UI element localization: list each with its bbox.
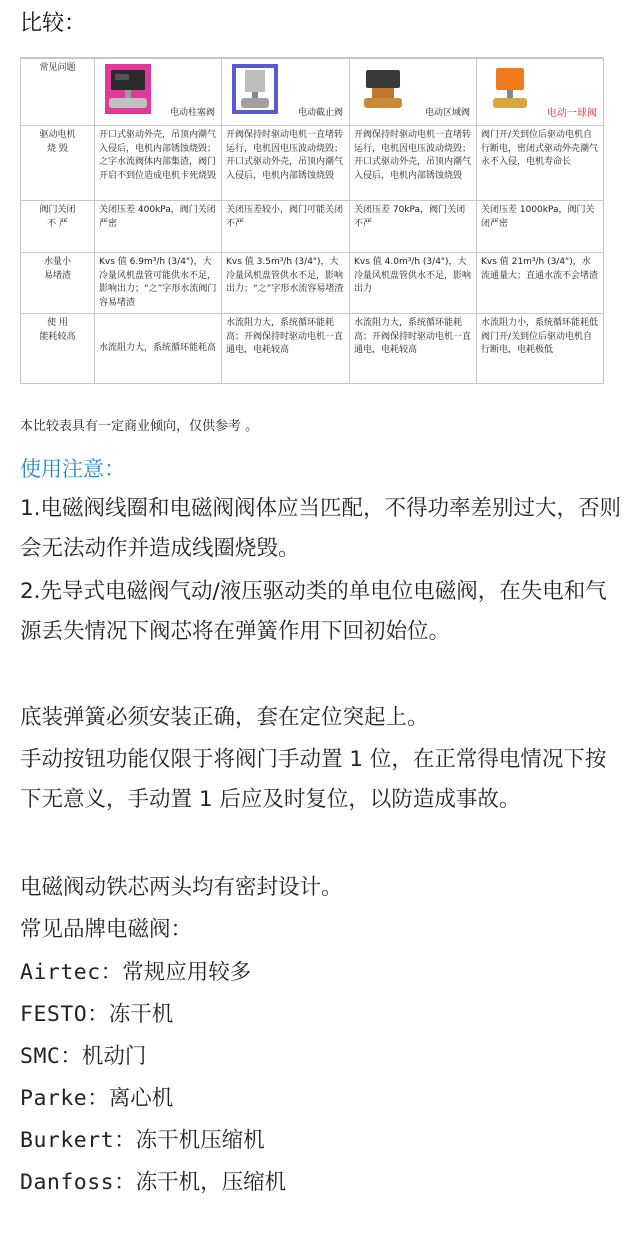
note-paragraph-1: 1.电磁阀线圈和电磁阀阀体应当匹配，不得功率差别过大，否则会无法动作并造成线圈烧毁。 xyxy=(20,496,622,561)
page-title: 比较： xyxy=(20,11,87,36)
note-paragraph-5: 电磁阀动铁芯两头均有密封设计。 xyxy=(20,875,343,900)
note-paragraph-2: 2.先导式电磁阀气动/液压驱动类的单电位电磁阀，在失电和气源丢失情况下阀芯将在弹簧作用下回初始位。 xyxy=(20,579,607,644)
row-header-line2: 易堵渣 xyxy=(43,270,71,281)
disclaimer-note: 本比较表具有一定商业倾向，仅供参考 。 xyxy=(20,419,259,434)
row-header-line1: 使 用 xyxy=(47,318,68,328)
table-header-row xyxy=(21,59,604,126)
table-cell: 开阀保持时驱动电机一直堵转运行，电机因电压波动烧毁；开口式驱动外壳，吊顶内潮气入侵后，电机内部锈蚀烧毁 xyxy=(222,126,350,201)
table-row xyxy=(21,126,604,201)
table-cell: Kvs 值 21m³/h (3/4")，水流通量大；直通水流不会堵渣 xyxy=(477,253,604,314)
table-cell: 开口式驱动外壳，吊顶内潮气入侵后，电机内部锈蚀烧毁；之字水流阀体内部集渣，阀门开启不到位造成电机卡死烧毁 xyxy=(95,126,222,201)
brands-heading: 常见品牌电磁阀： xyxy=(20,917,193,942)
table-cell: Kvs 值 3.5m³/h (3/4")，大冷量风机盘管供水不足，影响出力；“之”字形水流容易堵渣 xyxy=(222,253,350,314)
brand-item-parke xyxy=(20,1079,173,1119)
brand-item-smc xyxy=(20,1037,146,1077)
brand-item-festo xyxy=(20,995,173,1035)
zone-valve-image xyxy=(360,64,406,114)
product-column-header xyxy=(222,59,350,126)
table-cell: 关闭压差较小，阀门可能关闭不严 xyxy=(222,201,350,253)
brand-name: Burkert xyxy=(20,1128,115,1153)
ball-valve-image xyxy=(487,64,533,114)
table-cell: 水流阻力小，系统循环能耗低阀门开/关到位后驱动电机自行断电，电耗极低 xyxy=(477,314,604,384)
brand-item-burkert xyxy=(20,1121,265,1161)
brand-separator: ： xyxy=(87,1002,109,1027)
brand-use: 冻干机 xyxy=(108,1002,174,1027)
product-name: 电动柱塞阀 xyxy=(169,107,215,118)
table-row xyxy=(21,253,604,314)
product-column-header xyxy=(95,59,222,126)
product-name: 电动截止阀 xyxy=(297,107,343,118)
table-cell: 水流阻力大，系统循环能耗高；开阀保持时驱动电机一直通电，电耗较高 xyxy=(350,314,477,384)
brand-separator: ： xyxy=(87,1086,109,1111)
section-title: 使用注意： xyxy=(20,457,125,481)
brand-name: Airtec xyxy=(20,960,101,985)
brand-separator: ： xyxy=(114,1128,136,1153)
table-cell: 开阀保持时驱动电机一直堵转运行，电机因电压波动烧毁；开口式驱动外壳，吊顶内潮气入侵后，电机内部锈蚀烧毁 xyxy=(350,126,477,201)
table-cell: Kvs 值 6.9m³/h (3/4")，大冷量风机盘管可能供水不足，影响出力；“之”字形水流阀门容易堵渣 xyxy=(95,253,222,314)
brand-name: Parke xyxy=(20,1086,88,1111)
brand-use: 冻干机压缩机 xyxy=(135,1128,265,1153)
row-header xyxy=(21,253,95,314)
row-header xyxy=(21,201,95,253)
row-header xyxy=(21,126,95,201)
product-column-header xyxy=(350,59,477,126)
plunger-valve-image xyxy=(105,64,151,114)
brand-use: 离心机 xyxy=(108,1086,174,1111)
table-cell: 阀门开/关到位后驱动电机自行断电，密闭式驱动外壳潮气永不入侵，电机寿命长 xyxy=(477,126,604,201)
table-cell: 水流阻力大，系统循环能耗高 xyxy=(95,314,222,384)
brand-item-danfoss xyxy=(20,1163,286,1203)
row-header-line1: 驱动电机 xyxy=(39,130,76,140)
brand-separator: ： xyxy=(100,960,123,985)
brand-use: 冻干机，压缩机 xyxy=(135,1170,287,1195)
row-header-line2: 烧 毁 xyxy=(47,143,68,154)
product-name: 电动区域阀 xyxy=(424,107,470,118)
row-header-line1: 阀门关闭 xyxy=(39,205,76,215)
table-cell: 关闭压差 400kPa，阀门关闭严密 xyxy=(95,201,222,253)
row-header-line2: 能耗较高 xyxy=(39,331,76,342)
table-row xyxy=(21,201,604,253)
comparison-table xyxy=(20,57,603,391)
brand-name: FESTO xyxy=(20,1002,88,1027)
brand-item-airtec xyxy=(20,953,251,993)
row-header-line1: 水量小 xyxy=(43,257,71,267)
brand-use: 常规应用较多 xyxy=(122,960,252,985)
table-corner-label: 常见问题 xyxy=(21,59,95,126)
brand-use: 机动门 xyxy=(81,1044,147,1069)
row-header-line2: 不 严 xyxy=(47,218,68,229)
table-cell: 关闭压差 70kPa，阀门关闭不严 xyxy=(350,201,477,253)
table-cell: Kvs 值 4.0m³/h (3/4")，大冷量风机盘管供水不足，影响出力 xyxy=(350,253,477,314)
note-paragraph-3: 底装弹簧必须安装正确，套在定位突起上。 xyxy=(20,705,429,730)
table-row xyxy=(21,314,604,384)
brand-separator: ： xyxy=(114,1170,136,1195)
note-paragraph-4: 手动按钮功能仅限于将阀门手动置 1 位，在正常得电情况下按下无意义，手动置 1 后应及时复位，以防造成事故。 xyxy=(20,747,607,812)
globe-valve-image xyxy=(232,64,278,114)
table-cell: 水流阻力大，系统循环能耗高；开阀保持时驱动电机一直通电，电耗较高 xyxy=(222,314,350,384)
row-header xyxy=(21,314,95,384)
product-name-highlight: 电动一球阀 xyxy=(547,107,597,119)
brand-name: SMC xyxy=(20,1044,61,1069)
table-cell: 关闭压差 1000kPa，阀门关闭严密 xyxy=(477,201,604,253)
product-column-header xyxy=(477,59,604,126)
brand-separator: ： xyxy=(60,1044,82,1069)
brand-name: Danfoss xyxy=(20,1170,115,1195)
